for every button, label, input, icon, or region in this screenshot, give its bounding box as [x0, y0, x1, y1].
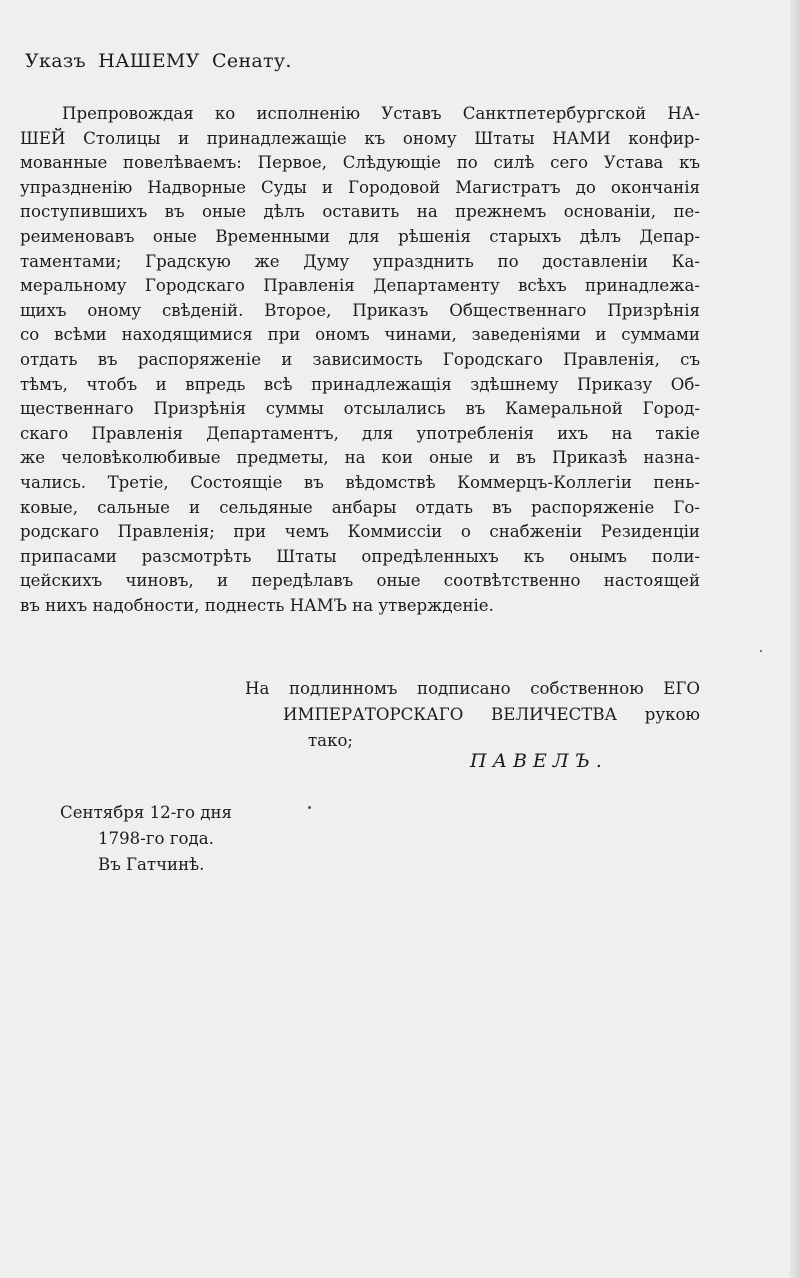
body-line: ковые, сальные и сельдяные анбары отдать въ распоряженіе Го- [20, 497, 700, 517]
body-line: въ нихъ надобности, поднесть НАМЪ на утвержденіе. [20, 595, 494, 615]
signature-name: ПАВЕЛЪ. [470, 750, 608, 772]
signature-note-line: ИМПЕРАТОРСКАГО ВЕЛИЧЕСТВА рукою [283, 705, 700, 724]
body-line: же человѣколюбивые предметы, на кои оные и въ Приказѣ назна- [20, 448, 700, 468]
body-line: Препровождая ко исполненію Уставъ Санктпетербургской НА- [62, 104, 700, 123]
body-line: меральному Городскаго Правленія Департаменту всѣхъ принадлежа- [20, 276, 700, 296]
decree-heading: Указъ НАШЕМУ Сенату. [25, 50, 292, 72]
body-line: реименовавъ оные Временными для рѣшенія старыхъ дѣлъ Депар- [20, 226, 700, 246]
body-line: мованные повелѣваемъ: Первое, Слѣдующіе по силѣ сего Устава къ [20, 153, 700, 173]
body-line: скаго Правленія Департаментъ, для употребленія ихъ на такіе [20, 423, 700, 443]
body-line: тѣмъ, чтобъ и впредь всѣ принадлежащія здѣшнему Приказу Об- [20, 374, 700, 394]
signature-note [245, 676, 700, 754]
place-line: Въ Гатчинѣ. [98, 855, 205, 874]
body-line: родскаго Правленія; при чемъ Коммиссіи о снабженіи Резиденціи [20, 522, 700, 542]
body-line: припасами разсмотрѣть Штаты опредѣленныхъ къ онымъ поли- [20, 546, 700, 566]
body-line: упраздненію Надворные Суды и Городовой Магистратъ до окончанія [20, 177, 700, 197]
body-line: чались. Третіе, Состоящіе въ вѣдомствѣ Коммерцъ-Коллегіи пень- [20, 472, 700, 492]
body-line: таментами; Градскую же Думу упразднить по доставленіи Ка- [20, 251, 700, 271]
body-line: ШЕЙ Столицы и принадлежащіе къ оному Штаты НАМИ конфир- [20, 128, 700, 148]
paper-speck [308, 806, 311, 809]
body-line: щественнаго Призрѣнія суммы отсылались въ Камеральной Город- [20, 399, 700, 419]
body-line: отдать въ распоряженіе и зависимость Городскаго Правленія, съ [20, 349, 700, 369]
year-line: 1798-го года. [98, 829, 214, 848]
body-line: поступившихъ въ оные дѣлъ оставить на прежнемъ основаніи, пе- [20, 202, 700, 222]
date-line: Сентября 12-го дня [60, 803, 233, 822]
paper-speck [760, 650, 762, 652]
date-place-block [60, 800, 232, 878]
page-edge-shadow [790, 0, 800, 1278]
signature-note-line: тако; [308, 731, 354, 750]
body-line: цейскихъ чиновъ, и передѣлавъ оные соотвѣтственно настоящей [20, 571, 700, 591]
body-line: со всѣми находящимися при ономъ чинами, заведеніями и суммами [20, 325, 700, 345]
signature-note-line: На подлинномъ подписано собственною ЕГО [245, 679, 700, 698]
decree-body [20, 102, 700, 618]
body-line: щихъ оному свѣденій. Второе, Приказъ Общественнаго Призрѣнія [20, 300, 700, 320]
